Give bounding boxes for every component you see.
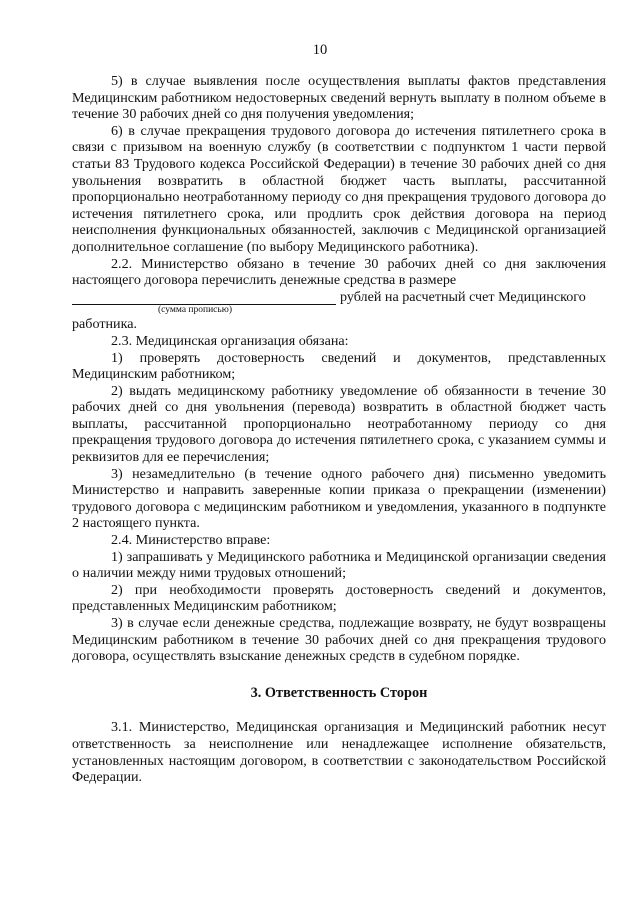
paragraph-2-3-item-1: 1) проверять достоверность сведений и документов, представленных Медицинским работником; — [72, 349, 606, 383]
paragraph-2-3-item-3: 3) незамедлительно (в течение одного рабочего дня) письменно уведомить Министерство и направить заверенные копии приказа о прекращении (изменении) трудового договора с медицинским работником и уведомления, указанного в подпункте 2 настоящего пункта. — [72, 465, 606, 532]
paragraph-2-3: 2.3. Медицинская организация обязана: — [111, 332, 349, 349]
paragraph-2-4-item-3: 3) в случае если денежные средства, подлежащие возврату, не будут возвращены Медицинским работником в течение 30 рабочих дней со дня прекращения трудового договора, осуществлять взыскание денежных средств в судебном порядке. — [72, 615, 606, 665]
paragraph-item-6: 6) в случае прекращения трудового договора до истечения пятилетнего срока в связи с призывом на военную службу (в соответствии с подпунктом 1 части первой статьи 83 Трудового кодекса Российской Федерации) в течение 30 рабочих дней со дня увольнения возвратить в областной бюджет часть выплаты, рассчитанной пропорционально неотработанному периоду со дня прекращения трудового договора до истечения пятилетнего срока, или продлить срок действия договора на период неисполнения функциональных обязанностей, заключив с Медицинской организацией дополнительное соглашение (по выбору Медицинского работника). — [72, 122, 606, 255]
section-heading: 3. Ответственность Сторон — [250, 684, 428, 701]
paragraph-2-3-item-2: 2) выдать медицинскому работнику уведомление об обязанности в течение 30 рабочих дней со дня увольнения (перевода) возвратить в областной бюджет часть выплаты, рассчитанной пропорционально неотработанному периоду со дня прекращения трудового договора до истечения пятилетнего срока, с указанием суммы и реквизитов для ее перечисления; — [72, 382, 606, 466]
paragraph-item-5: 5) в случае выявления после осуществления выплаты фактов представления Медицинским работником недостоверных сведений вернуть выплату в полном объеме в течение 30 рабочих дней со дня получения уведомления; — [72, 73, 606, 123]
paragraph-2-4-item-2: 2) при необходимости проверять достоверность сведений и документов, представленных Медицинским работником; — [72, 581, 606, 615]
paragraph-2-2-end: работника. — [72, 316, 137, 333]
amount-blank-caption: рублей на расчетный счет Медицинского — [340, 288, 586, 305]
paragraph-3-1: 3.1. Министерство, Медицинская организация и Медицинский работник несут ответственность за неисполнение или ненадлежащее исполнение обязательств, установленных настоящим договором, в соответствии с законодательством Российской Федерации. — [72, 719, 606, 786]
amount-blank-note: (сумма прописью) — [158, 305, 232, 316]
paragraph-2-4: 2.4. Министерство вправе: — [111, 532, 271, 549]
paragraph-2-2: 2.2. Министерство обязано в течение 30 рабочих дней со дня заключения настоящего договора перечислить денежные средства в размере — [72, 255, 606, 289]
amount-blank-field — [72, 292, 336, 305]
amount-blank-line — [72, 289, 606, 306]
paragraph-2-4-item-1: 1) запрашивать у Медицинского работника и Медицинской организации сведения о наличии между ними трудовых отношений; — [72, 548, 606, 582]
document-body — [72, 73, 606, 786]
page-number: 10 — [312, 42, 328, 58]
